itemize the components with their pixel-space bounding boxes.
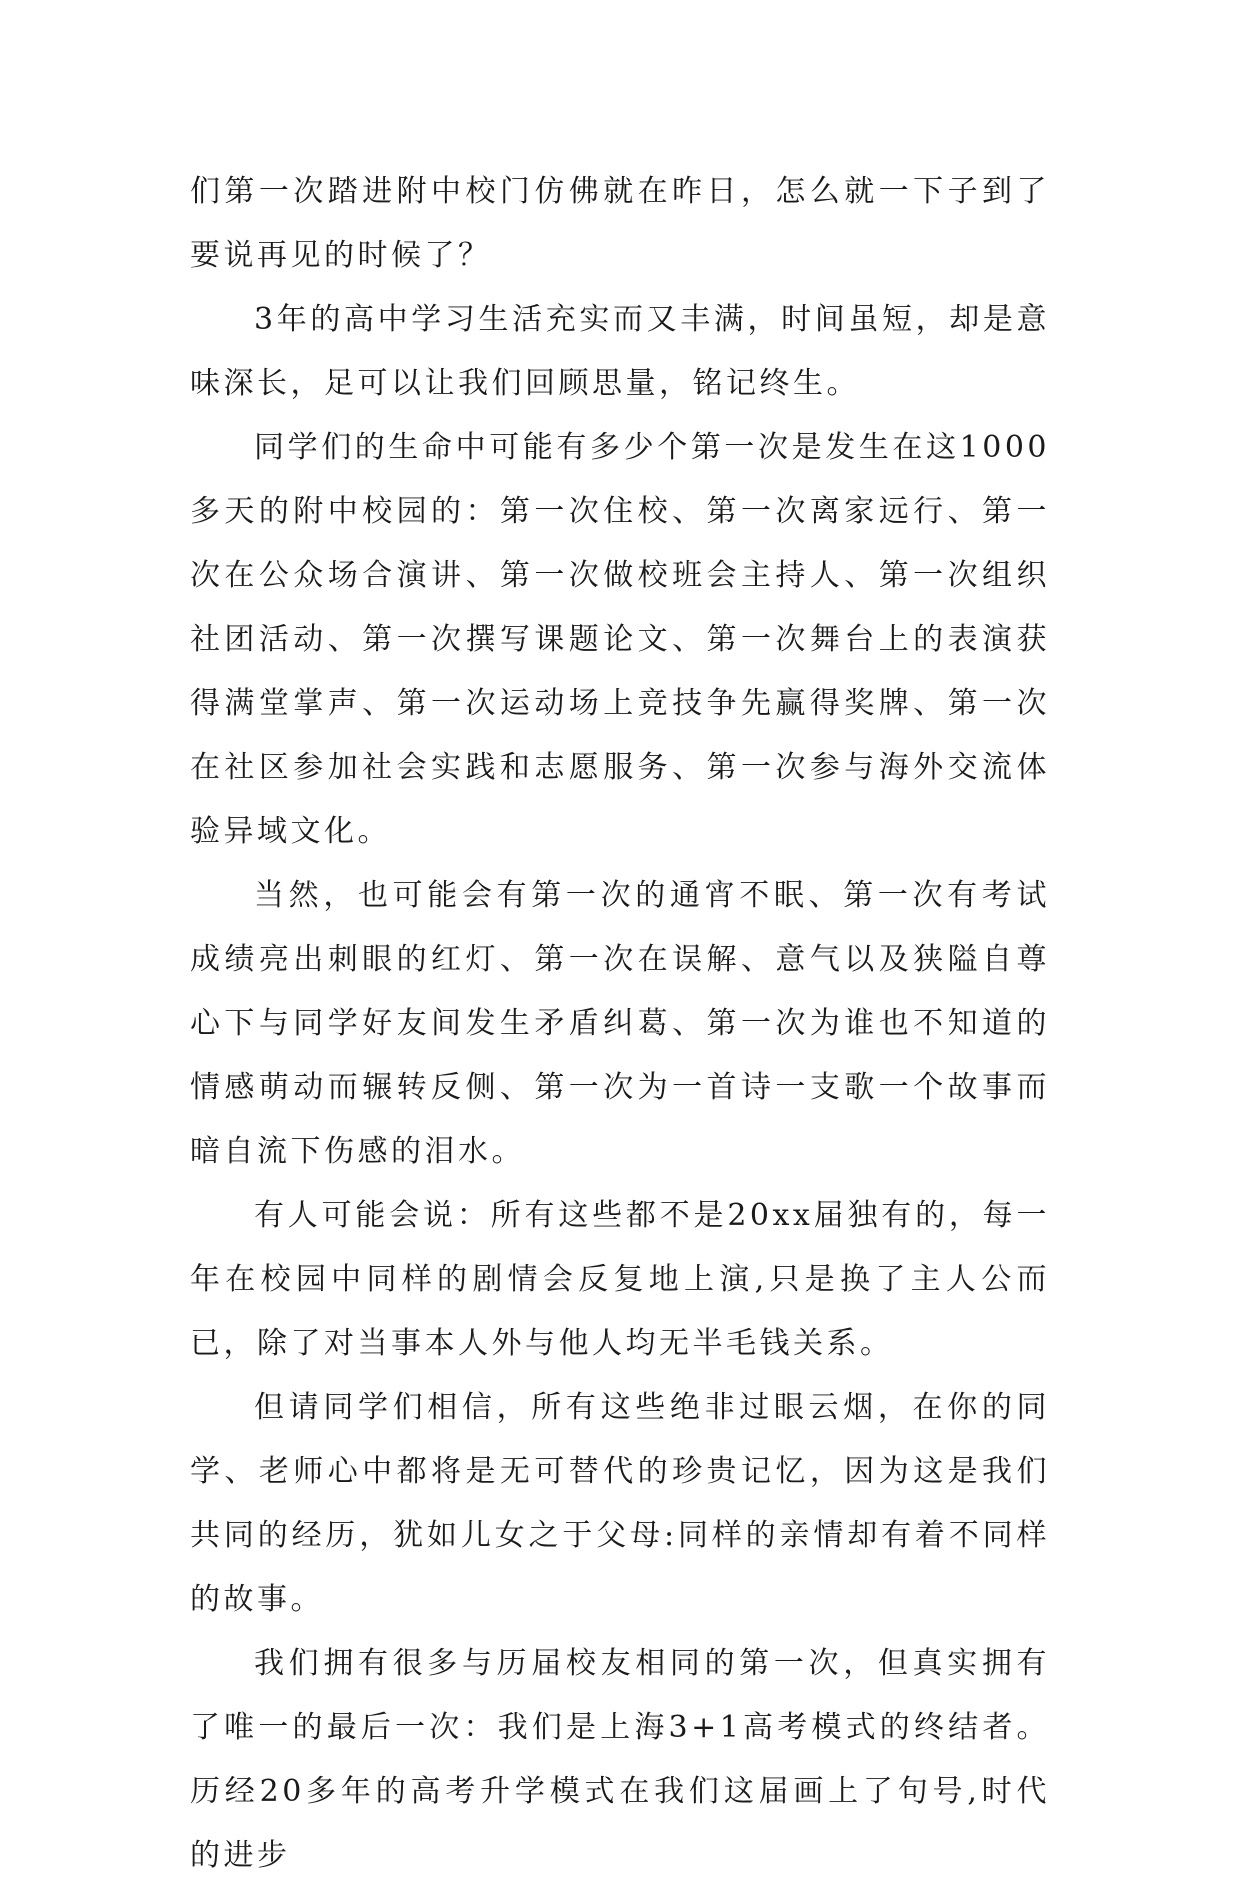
- document-body: [190, 160, 1050, 1888]
- paragraph-3: 同学们的生命中可能有多少个第一次是发生在这1000多天的附中校园的：第一次住校、第一次离家远行、第一次在公众场合演讲、第一次做校班会主持人、第一次组织社团活动、第一次撰写课题论文、第一次舞台上的表演获得满堂掌声、第一次运动场上竞技争先赢得奖牌、第一次在社区参加社会实践和志愿服务、第一次参与海外交流体验异域文化。: [190, 430, 1050, 849]
- paragraph-2: 3年的高中学习生活充实而又丰满，时间虽短，却是意味深长，足可以让我们回顾思量，铭记终生。: [190, 302, 1050, 401]
- paragraph-5: 有人可能会说：所有这些都不是20xx届独有的，每一年在校园中同样的剧情会反复地上演,只是换了主人公而已，除了对当事本人外与他人均无半毛钱关系。: [190, 1198, 1050, 1361]
- paragraph-7: 我们拥有很多与历届校友相同的第一次，但真实拥有了唯一的最后一次：我们是上海3+1高考模式的终结者。历经20多年的高考升学模式在我们这届画上了句号,时代的进步: [190, 1646, 1050, 1873]
- paragraph-6: 但请同学们相信，所有这些绝非过眼云烟，在你的同学、老师心中都将是无可替代的珍贵记忆，因为这是我们共同的经历，犹如儿女之于父母:同样的亲情却有着不同样的故事。: [190, 1390, 1050, 1617]
- paragraph-4: 当然，也可能会有第一次的通宵不眠、第一次有考试成绩亮出刺眼的红灯、第一次在误解、意气以及狭隘自尊心下与同学好友间发生矛盾纠葛、第一次为谁也不知道的情感萌动而辗转反侧、第一次为一首诗一支歌一个故事而暗自流下伤感的泪水。: [190, 878, 1050, 1169]
- paragraph-1: 们第一次踏进附中校门仿佛就在昨日，怎么就一下子到了要说再见的时候了？: [190, 174, 1050, 273]
